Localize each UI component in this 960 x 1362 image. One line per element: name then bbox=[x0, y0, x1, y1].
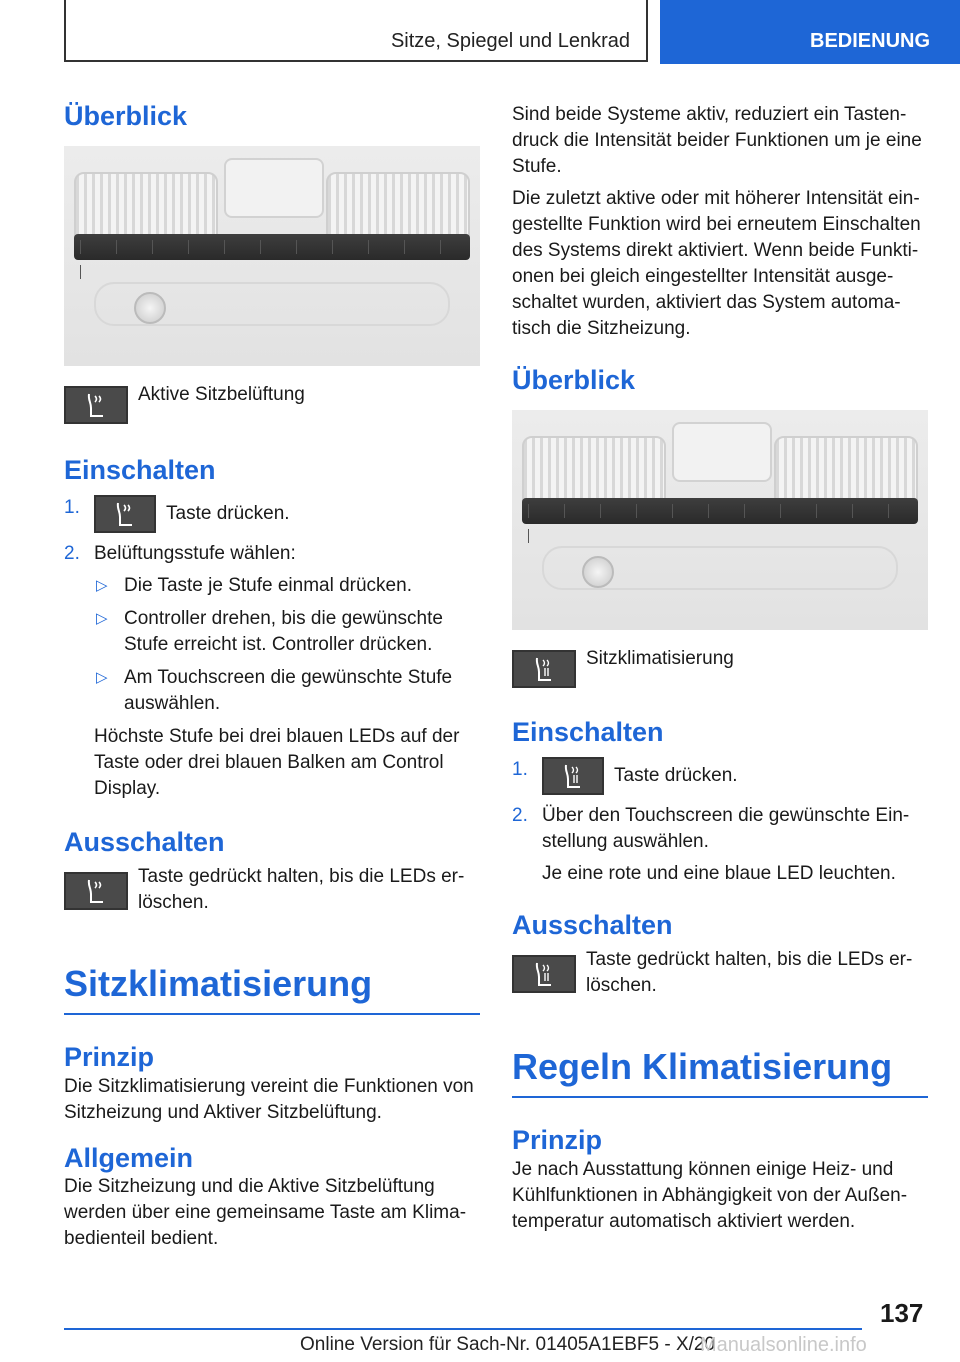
heading-overview-right: Überblick bbox=[512, 365, 636, 395]
seat-ventilation-icon bbox=[64, 386, 128, 424]
step-2: 2. Belüftungsstufe wählen: ▷ Die Taste je Stufe einmal drücken. ▷ Controller drehen, bis die gewünschte Stufe erreicht ist. Controller drücken. ▷ Am Touchscreen die gewünschte Stufe auswählen. Höchste Stufe bei drei blauen LEDs auf der Taste oder drei blauen Balken am Control Display. bbox=[64, 541, 480, 802]
header-section-tab: BEDIENUNG bbox=[660, 0, 960, 64]
icon-legend-row-right bbox=[512, 650, 928, 688]
center-display bbox=[224, 158, 324, 218]
left-column bbox=[64, 100, 480, 1252]
climate-panel-figure-right bbox=[512, 410, 928, 630]
step-2: 2. Über den Touchscreen die gewünschte Einstellung auswählen. Je eine rote und eine blaue LED leuchten. bbox=[512, 803, 928, 887]
heading-general: Allgemein bbox=[64, 1142, 194, 1173]
heading-switch-off-right: Ausschalten bbox=[512, 909, 673, 940]
header-chapter-title: Sitze, Spiegel und Lenkrad bbox=[390, 30, 630, 52]
switch-off-text-right: Taste gedrückt halten, bis die LEDs erlöschen. bbox=[586, 949, 913, 997]
seat-ventilation-icon bbox=[64, 872, 128, 910]
step-1: 1. Taste drücken. bbox=[512, 757, 928, 795]
switch-off-text: Taste gedrückt halten, bis die LEDs erlöschen. bbox=[138, 866, 465, 914]
heading-overview: Überblick bbox=[64, 101, 188, 131]
watermark: Manualsonline.info bbox=[700, 1334, 867, 1356]
icon-caption: Aktive Sitzbelüftung bbox=[138, 384, 305, 406]
option-touchscreen: ▷ Am Touchscreen die gewünschte Stufe auswählen. bbox=[94, 665, 480, 717]
heading-switch-on-right: Einschalten bbox=[512, 717, 664, 748]
principle-text: Die Sitzklimatisierung vereint die Funktionen von Sitzheizung und Aktiver Sitzbelüftung. bbox=[64, 1075, 474, 1123]
switch-off-row bbox=[64, 864, 480, 916]
climate-control-bar bbox=[74, 234, 470, 260]
climate-control-bar bbox=[522, 498, 918, 524]
center-display bbox=[672, 422, 772, 482]
step-1: 1. Taste drücken. bbox=[64, 495, 480, 533]
switch-off-row-right bbox=[512, 947, 928, 999]
page-header bbox=[0, 0, 960, 66]
icon-caption-right: Sitzklimatisierung bbox=[586, 648, 734, 670]
steps-switch-on bbox=[64, 495, 480, 802]
footer-rule bbox=[64, 1328, 862, 1330]
seat-ventilation-icon bbox=[94, 495, 156, 533]
heading-switch-on: Einschalten bbox=[64, 455, 216, 486]
led-note: Je eine rote und eine blaue LED leuchten. bbox=[542, 862, 896, 884]
general-text: Die Sitzheizung und die Aktive Sitzbelüftung werden über eine gemeinsame Taste am Klimabedienteil bedient. bbox=[64, 1176, 467, 1250]
climate-panel-figure bbox=[64, 146, 480, 366]
option-controller: ▷ Controller drehen, bis die gewünschte Stufe erreicht ist. Controller drücken. bbox=[94, 606, 480, 658]
intro-paragraph-2: Die zuletzt aktive oder mit höherer Intensität eingestellte Funktion wird bei erneutem Einschalten des Systems direkt aktiviert. Wenn beide Funktionen bei gleich eingestellter Intensität ausgeschaltet wurden, aktiviert das System automatisch die Sitzheizung. bbox=[512, 188, 921, 339]
principle-text-right: Je nach Ausstattung können einige Heiz- und Kühlfunktionen in Abhängigkeit von der Außentemperatur automatisch aktiviert werden. bbox=[512, 1158, 908, 1232]
right-column bbox=[512, 102, 928, 1235]
heading-seat-climate: Sitzklimatisierung bbox=[64, 962, 480, 1015]
heading-switch-off: Ausschalten bbox=[64, 826, 225, 857]
icon-legend-row bbox=[64, 386, 480, 424]
footer-online-version: Online Version für Sach-Nr. 01405A1EBF5 - X/20 bbox=[300, 1334, 716, 1355]
page-number: 137 bbox=[880, 1298, 924, 1328]
seat-climate-icon bbox=[542, 757, 604, 795]
heading-regulate-climate: Regeln Klimatisierung bbox=[512, 1045, 928, 1098]
seat-climate-icon bbox=[512, 955, 576, 993]
heading-principle-right: Prinzip bbox=[512, 1125, 603, 1156]
seat-climate-icon bbox=[512, 650, 576, 688]
heading-principle: Prinzip bbox=[64, 1042, 155, 1073]
steps-switch-on-right bbox=[512, 757, 928, 887]
intro-paragraph-1: Sind beide Systeme aktiv, reduziert ein Tastendruck die Intensität beider Funktionen um je eine Stufe. bbox=[512, 104, 922, 177]
highest-level-note: Höchste Stufe bei drei blauen LEDs auf der Taste oder drei blauen Balken am Control Display. bbox=[94, 725, 460, 799]
option-press: ▷ Die Taste je Stufe einmal drücken. bbox=[94, 573, 480, 599]
ventilation-options bbox=[94, 573, 480, 717]
